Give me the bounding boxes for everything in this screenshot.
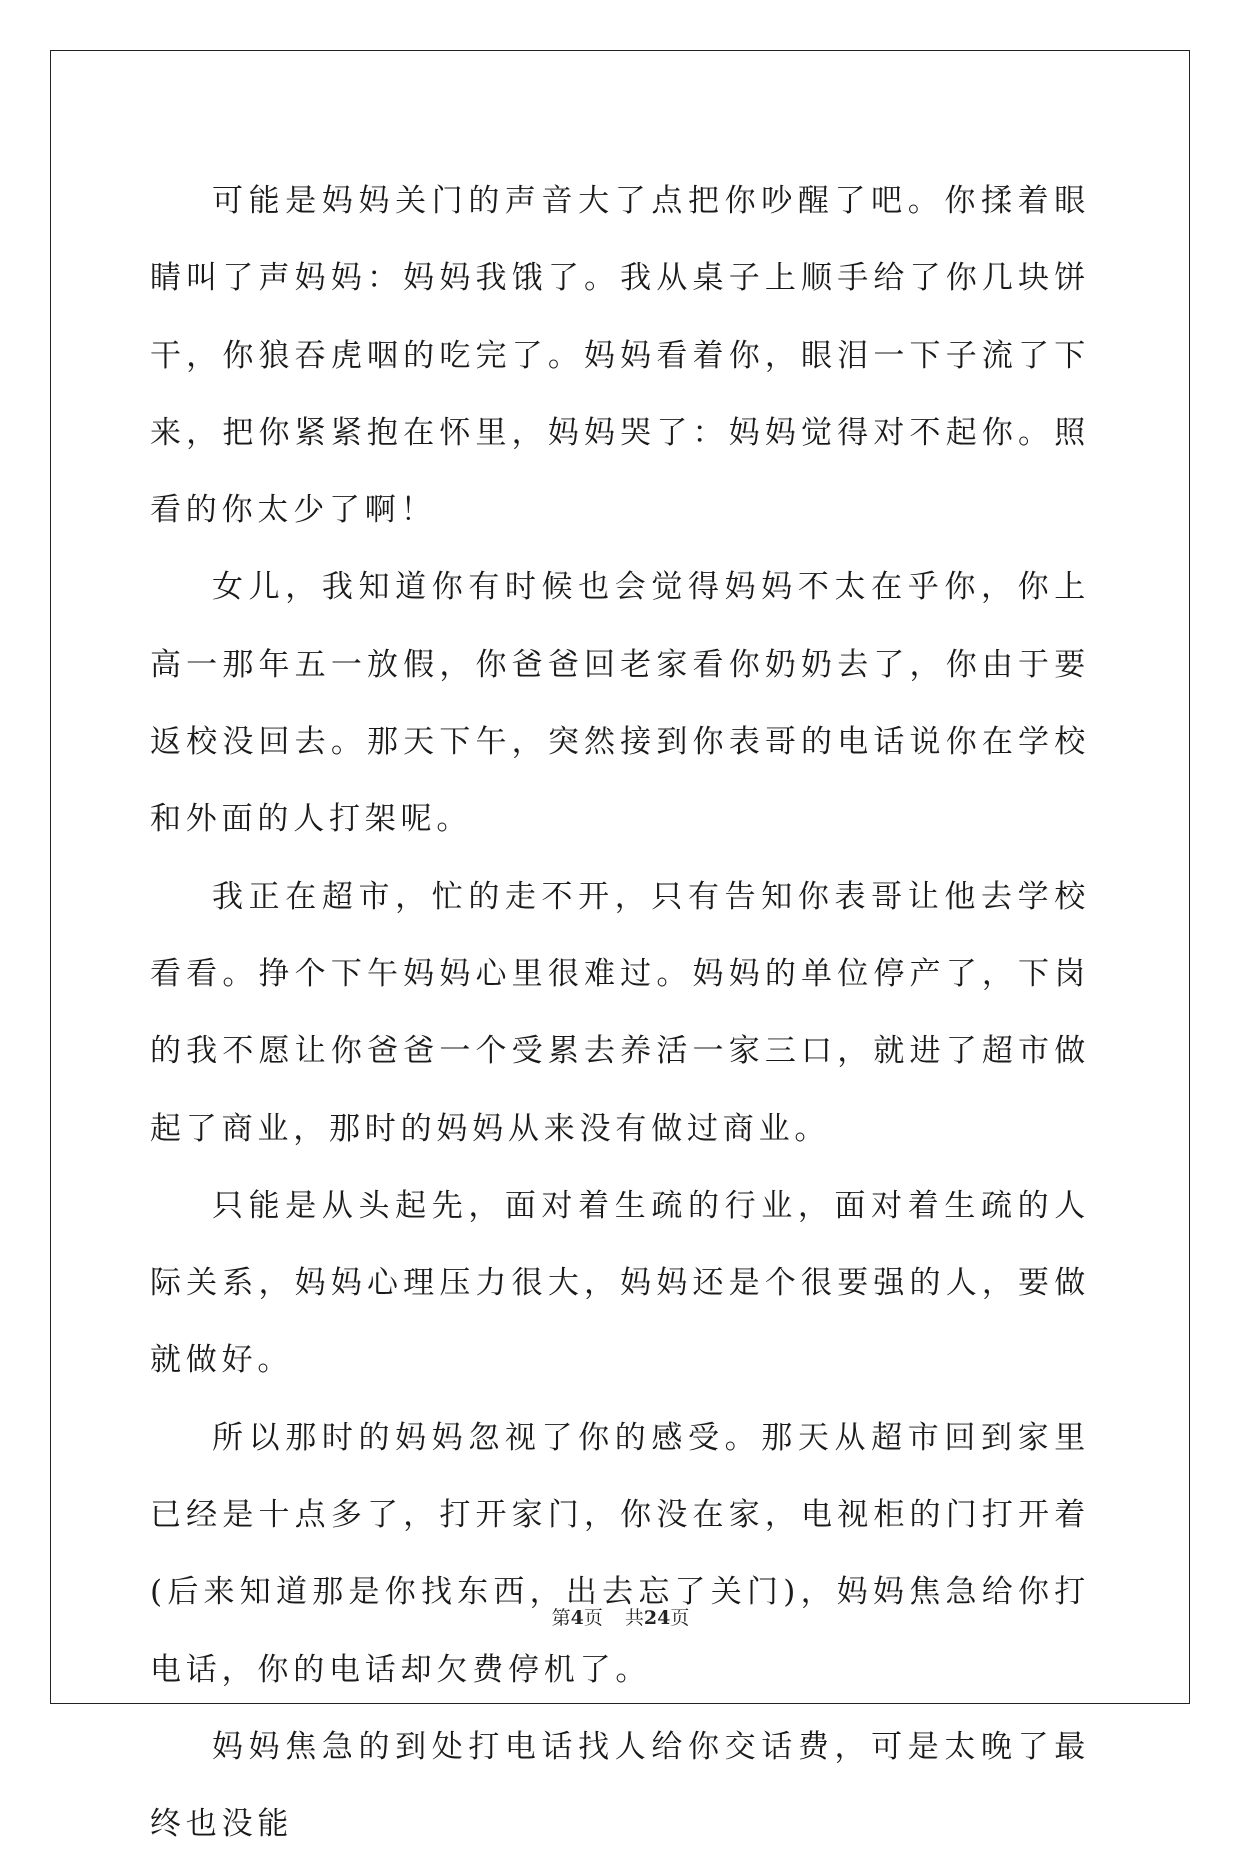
- total-label-prefix: 共: [624, 1607, 644, 1629]
- paragraph: 妈妈焦急的到处打电话找人给你交话费，可是太晚了最终也没能: [150, 1728, 1090, 1843]
- paragraph: 我正在超市，忙的走不开，只有告知你表哥让他去学校看看。挣个下午妈妈心里很难过。妈妈的单位停产了，下岗的我不愿让你爸爸一个受累去养活一家三口，就进了超市做起了商业，那时的妈妈从来没有做过商业。: [150, 878, 1090, 1147]
- total-label-suffix: 页: [670, 1607, 690, 1629]
- paragraph: 只能是从头起先，面对着生疏的行业，面对着生疏的人际关系，妈妈心理压力很大，妈妈还是个很要强的人，要做就做好。: [150, 1187, 1090, 1379]
- page-label-suffix: 页: [583, 1607, 603, 1629]
- paragraph: 可能是妈妈关门的声音大了点把你吵醒了吧。你揉着眼睛叫了声妈妈：妈妈我饿了。我从桌子上顺手给了你几块饼干，你狼吞虎咽的吃完了。妈妈看着你，眼泪一下子流了下来，把你紧紧抱在怀里，妈妈哭了：妈妈觉得对不起你。照看的你太少了啊！: [150, 183, 1090, 529]
- page-number: 4: [570, 1607, 584, 1629]
- page-footer: [0, 1606, 1241, 1630]
- paragraph: 女儿，我知道你有时候也会觉得妈妈不太在乎你，你上高一那年五一放假，你爸爸回老家看你奶奶去了，你由于要返校没回去。那天下午，突然接到你表哥的电话说你在学校和外面的人打架呢。: [150, 569, 1090, 838]
- total-pages: 24: [643, 1607, 671, 1629]
- page-label-prefix: 第: [551, 1607, 571, 1629]
- paragraph: 所以那时的妈妈忽视了你的感受。那天从超市回到家里已经是十点多了，打开家门，你没在家，电视柜的门打开着(后来知道那是你找东西，出去忘了关门)，妈妈焦急给你打电话，你的电话却欠费停机了。: [150, 1419, 1090, 1688]
